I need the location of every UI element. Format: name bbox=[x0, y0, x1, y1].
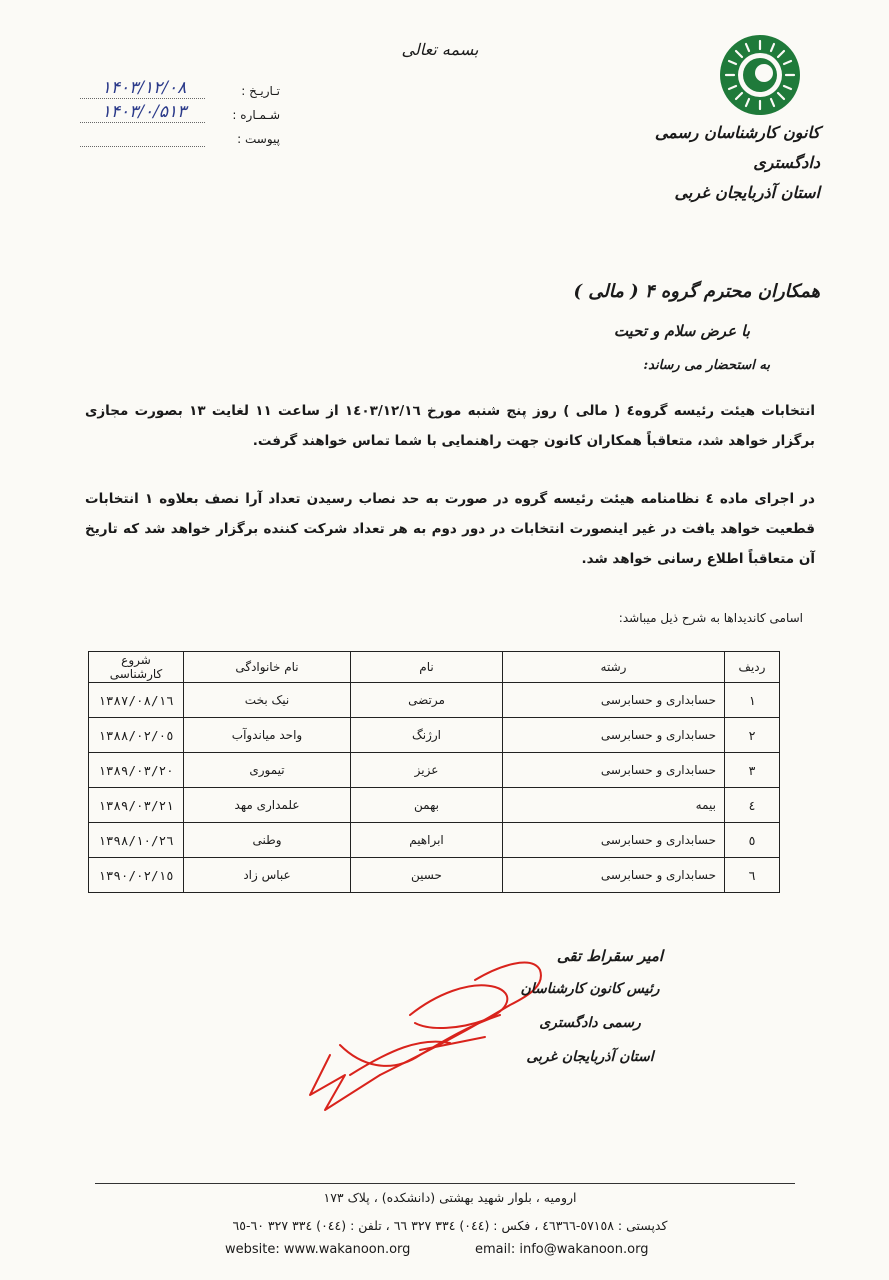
number-label: شـمـاره : bbox=[232, 108, 280, 122]
number-line bbox=[80, 122, 205, 123]
number-value: ۱۴۰۳/۰/۵۱۳ bbox=[101, 102, 187, 122]
table-row bbox=[89, 718, 780, 753]
attachment-line bbox=[80, 146, 205, 147]
table-row bbox=[89, 683, 780, 718]
last-name-cell: علمداری مهد bbox=[184, 788, 351, 823]
last-name-cell: نیک بخت bbox=[184, 683, 351, 718]
footer-contacts: کدپستی : ٥٧١٥٨-٤٦٣٦٦ ، فکس : (٠٤٤) ٣٣٤ ٣٢٧ ٦٦ ، تلفن : (٠٤٤) ٣٣٤ ٣٢٧ ٦٠-٦٥ bbox=[232, 1218, 668, 1233]
signer-name: امیر سقراط تقی bbox=[556, 947, 664, 965]
row-number: ٦ bbox=[725, 858, 780, 893]
notice-intro: به استحضار می رساند: bbox=[643, 358, 770, 373]
start-date-cell: ١٣٨٧/٠٨/١٦ bbox=[89, 683, 184, 718]
start-date-cell: ١٣٩٨/١٠/٢٦ bbox=[89, 823, 184, 858]
org-province: استان آذربایجان غربی bbox=[674, 183, 820, 202]
attachment-row bbox=[80, 132, 280, 156]
field-cell: بیمه bbox=[503, 788, 725, 823]
greeting: با عرض سلام و تحیت bbox=[613, 322, 750, 340]
table-row bbox=[89, 823, 780, 858]
salutation bbox=[520, 272, 820, 382]
column-header: نام خانوادگی bbox=[184, 652, 351, 683]
footer-web bbox=[150, 1242, 750, 1264]
letter-meta bbox=[80, 78, 280, 156]
org-logo-icon bbox=[718, 33, 802, 117]
start-date-cell: ١٣٩٠/٠٢/١٥ bbox=[89, 858, 184, 893]
field-cell: حسابداری و حسابرسی bbox=[503, 683, 725, 718]
start-date-cell: ١٣٨٩/٠٣/٢٠ bbox=[89, 753, 184, 788]
date-value: ۱۴۰۳/۱۲/۰۸ bbox=[101, 78, 187, 98]
date-label: تـاریـخ : bbox=[241, 84, 280, 98]
number-row bbox=[80, 102, 280, 132]
table-row bbox=[89, 753, 780, 788]
first-name-cell: ارژنگ bbox=[351, 718, 503, 753]
row-number: ٣ bbox=[725, 753, 780, 788]
org-name: کانون کارشناسان رسمی دادگستری bbox=[654, 123, 820, 172]
paragraph-rules: در اجرای ماده ٤ نظامنامه هیئت رئیسه گروه در صورت به حد نصاب رسیدن تعداد آرا نصف بعلاوه ١ انتخابات قطعیت خواهد یافت در غیر اینصورت انتخابات در دور دوم به هر تعداد شرکت کننده برگزار خواهد شد که تاریخ آن متعاقباً اطلاع رسانی خواهد شد. bbox=[85, 491, 815, 567]
row-number: ٤ bbox=[725, 788, 780, 823]
first-name-cell: بهمن bbox=[351, 788, 503, 823]
last-name-cell: وطنی bbox=[184, 823, 351, 858]
attachment-label: پیوست : bbox=[237, 132, 280, 146]
column-header: رشته bbox=[503, 652, 725, 683]
row-number: ١ bbox=[725, 683, 780, 718]
row-number: ٢ bbox=[725, 718, 780, 753]
recipient: همکاران محترم گروه ۴ ( مالی ) bbox=[573, 281, 820, 302]
field-cell: حسابداری و حسابرسی bbox=[503, 718, 725, 753]
footer-divider bbox=[95, 1183, 795, 1184]
footer-address: ارومیه ، بلوار شهید بهشتی (دانشکده) ، پلاک ١٧٣ bbox=[323, 1190, 577, 1205]
candidates-intro: اسامی کاندیداها به شرح ذیل میباشد: bbox=[618, 611, 803, 625]
table-row bbox=[89, 788, 780, 823]
first-name-cell: مرتضی bbox=[351, 683, 503, 718]
signature-block bbox=[500, 940, 680, 1074]
field-cell: حسابداری و حسابرسی bbox=[503, 858, 725, 893]
last-name-cell: عباس زاد bbox=[184, 858, 351, 893]
candidates-table bbox=[88, 651, 780, 893]
row-number: ٥ bbox=[725, 823, 780, 858]
table-header-row bbox=[89, 652, 780, 683]
last-name-cell: تیموری bbox=[184, 753, 351, 788]
first-name-cell: ابراهیم bbox=[351, 823, 503, 858]
last-name-cell: واحد میاندوآب bbox=[184, 718, 351, 753]
field-cell: حسابداری و حسابرسی bbox=[503, 753, 725, 788]
first-name-cell: عزیز bbox=[351, 753, 503, 788]
org-title bbox=[620, 118, 820, 208]
date-line bbox=[80, 98, 205, 99]
email-link[interactable]: email: info@wakanoon.org bbox=[475, 1242, 649, 1257]
column-header: ردیف bbox=[725, 652, 780, 683]
column-header: نام bbox=[351, 652, 503, 683]
signer-title: رئیس کانون کارشناسان رسمی دادگستری bbox=[520, 981, 660, 1031]
first-name-cell: حسین bbox=[351, 858, 503, 893]
start-date-cell: ١٣٨٨/٠٢/٠٥ bbox=[89, 718, 184, 753]
website-link[interactable]: website: www.wakanoon.org bbox=[225, 1242, 411, 1257]
table-row bbox=[89, 858, 780, 893]
field-cell: حسابداری و حسابرسی bbox=[503, 823, 725, 858]
paragraph-election: انتخابات هیئت رئیسه گروه٤ ( مالی ) روز پنج شنبه مورخ ١٤٠٣/١٢/١٦ از ساعت ١١ لغایت ١٣ بصورت مجازی برگزار خواهد شد، متعاقباً همکاران کانون جهت راهنمایی با شما تماس خواهند گرفت. bbox=[85, 403, 816, 449]
column-header: شروع کارشناسی bbox=[89, 652, 184, 683]
basmala: بسمه تعالی bbox=[401, 40, 479, 59]
start-date-cell: ١٣٨٩/٠٣/٢١ bbox=[89, 788, 184, 823]
signer-province: استان آذربایجان غربی bbox=[526, 1049, 654, 1065]
